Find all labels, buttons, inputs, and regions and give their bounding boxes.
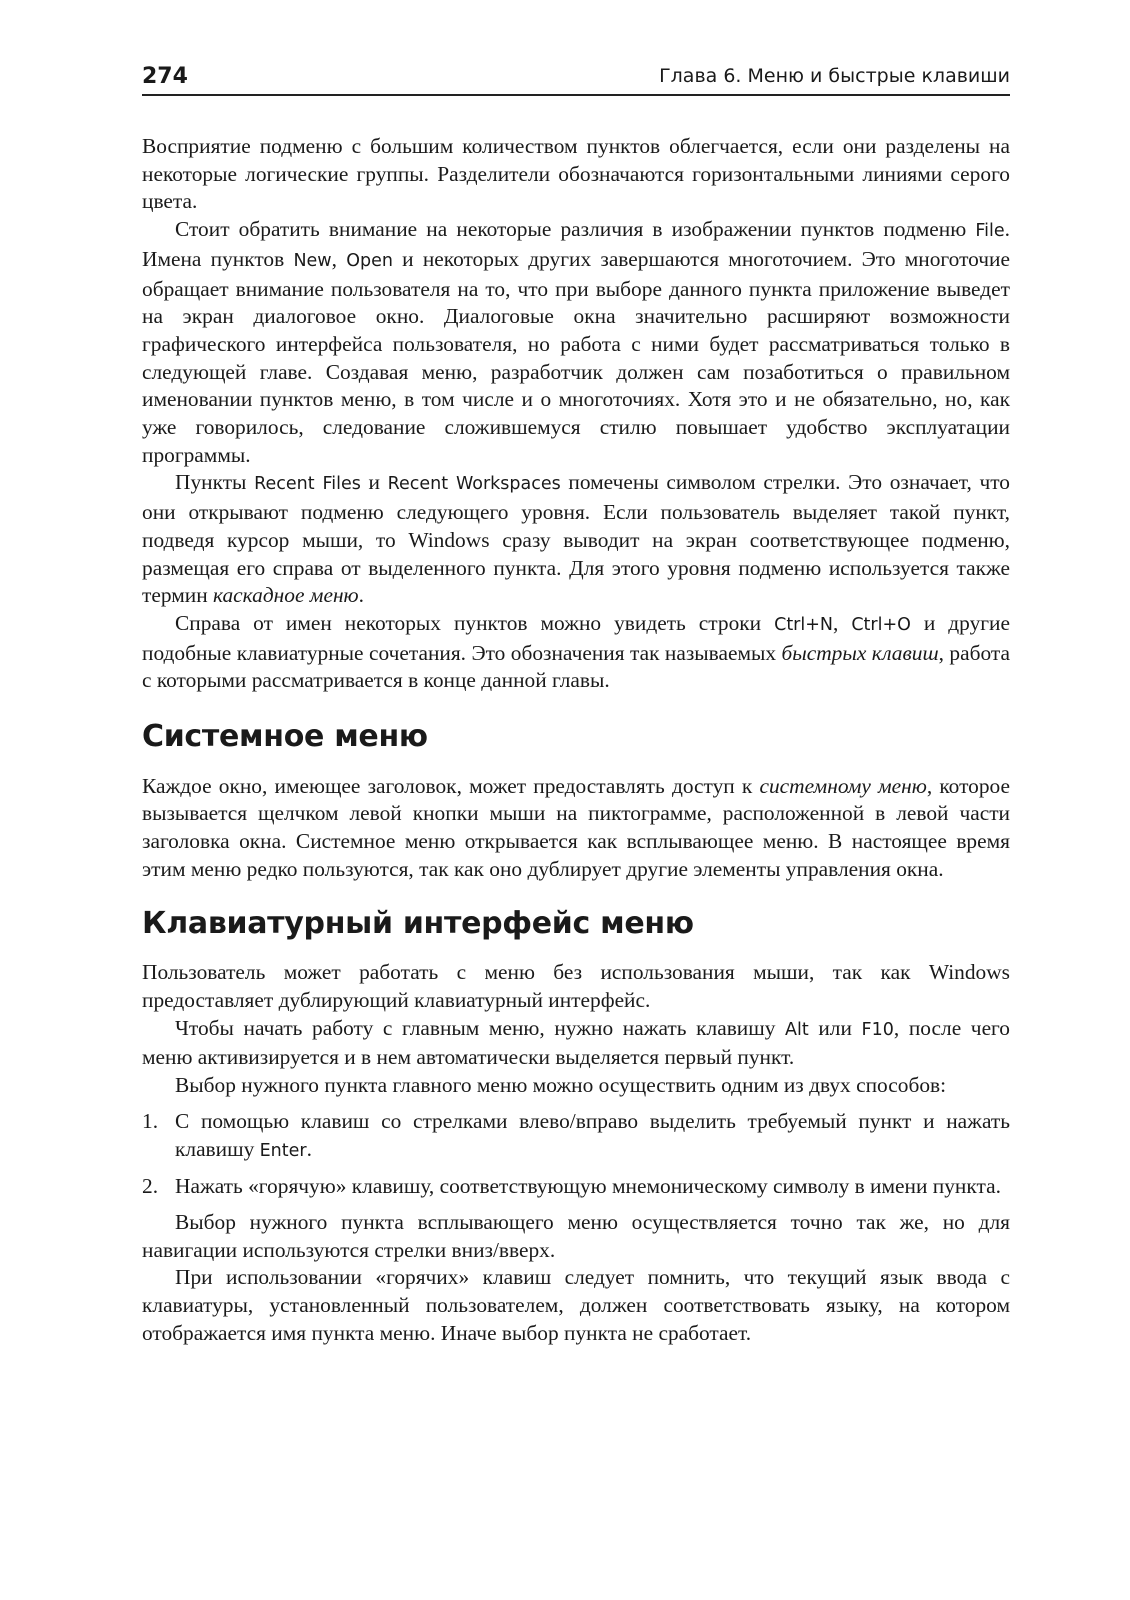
- list-item: 2. Нажать «горячую» клавишу, соответствующую мнемоническому символу в имени пункта.: [142, 1174, 1001, 1199]
- paragraph-cascade: Пункты Recent Files и Recent Workspaces помечены символом стрелки. Это означает, что они открывают подменю следующего уровня. Если пользователь выделяет такой пункт, подведя курсор мыши, то Windows сразу выводит на экран соответствующее подменю, размещая его справа от выделенного пункта. Для этого уровня подменю используется также термин каскадное меню.: [142, 470, 1010, 608]
- paragraph-popup-navigation: Выбор нужного пункта всплывающего меню осуществляется точно так же, но для навигации используются стрелки вниз/вверх.: [142, 1209, 1010, 1262]
- code-recent-files: Recent Files: [254, 474, 361, 495]
- paragraph-keyboard-intro: Пользователь может работать с меню без использования мыши, так как Windows предоставляет дублирующий клавиатурный интерфейс.: [142, 960, 1010, 1012]
- code-f10: F10: [861, 1019, 894, 1040]
- paragraph-two-ways: Выбор нужного пункта главного меню можно осуществить одним из двух способов:: [175, 1073, 947, 1098]
- heading-keyboard-interface: Клавиатурный интерфейс меню: [142, 905, 694, 941]
- running-head: Глава 6. Меню и быстрые клавиши: [659, 65, 1010, 87]
- list-item: 1. С помощью клавиш со стрелками влево/вправо выделить требуемый пункт и нажать клавишу Enter.: [142, 1108, 1010, 1161]
- paragraph-separators: Восприятие подменю с большим количеством пунктов облегчается, если они разделены на некоторые логические группы. Разделители обозначаются горизонтальными линиями серого цвета.: [142, 134, 1010, 214]
- code-open: Open: [346, 250, 393, 271]
- paragraph-shortcuts: Справа от имен некоторых пунктов можно увидеть строки Ctrl+N, Ctrl+O и другие подобные клавиатурные сочетания. Это обозначения так называемых быстрых клавиш, работа с которыми рассматривается в конце данной главы.: [142, 610, 1011, 693]
- paragraph-ellipsis: Стоит обратить внимание на некоторые различия в изображении пунктов подменю File. Имена пунктов New, Open и некоторых других завершаются многоточием. Это многоточие обращает внимание пользователя на то, что при выборе данного пункта приложение выведет на экран диалоговое окно. Диалоговые окна значительно расширяют возможности графического интерфейса пользователя, но работа с ними будет рассматриваться только в следующей главе. Создавая меню, разработчик должен сам позаботиться о правильном именовании пунктов меню, в том числе и о многоточиях. Хотя это и не обязательно, но, как уже говорилось, следование сложившемуся стилю повышает удобство эксплуатации программы.: [142, 217, 1010, 467]
- code-alt: Alt: [785, 1019, 809, 1040]
- page-header: [142, 60, 1010, 96]
- term-cascade-menu: каскадное меню: [213, 583, 359, 608]
- code-file: File: [975, 221, 1005, 242]
- paragraph-system-menu: Каждое окно, имеющее заголовок, может предоставлять доступ к системному меню, которое вызывается щелчком левой кнопки мыши на пиктограмме, расположенной в левой части заголовка окна. Системное меню открывается как всплывающее меню. В настоящее время этим меню редко пользуются, так как оно дублирует другие элементы управления окна.: [142, 773, 1010, 881]
- paragraph-input-language: При использовании «горячих» клавиш следует помнить, что текущий язык ввода с клавиатуры, установленный пользователем, должен соответствовать языку, на котором отображается имя пункта меню. Иначе выбор пункта не сработает.: [142, 1265, 1010, 1345]
- heading-system-menu: Системное меню: [142, 719, 428, 755]
- code-new: New: [293, 250, 332, 271]
- numbered-list: [142, 1108, 1010, 1201]
- term-hotkeys: быстрых клавиш: [781, 640, 939, 665]
- term-system-menu: системному меню: [759, 773, 927, 798]
- page-body: [142, 133, 1010, 1347]
- code-ctrl-n: Ctrl+N: [774, 614, 833, 635]
- code-enter: Enter: [259, 1140, 307, 1161]
- page-number: 274: [142, 64, 188, 89]
- paragraph-alt-f10: Чтобы начать работу с главным меню, нужно нажать клавишу Alt или F10, после чего меню активизируется и в нем автоматически выделяется первый пункт.: [142, 1015, 1010, 1070]
- code-ctrl-o: Ctrl+O: [851, 614, 911, 635]
- code-recent-workspaces: Recent Workspaces: [387, 474, 561, 495]
